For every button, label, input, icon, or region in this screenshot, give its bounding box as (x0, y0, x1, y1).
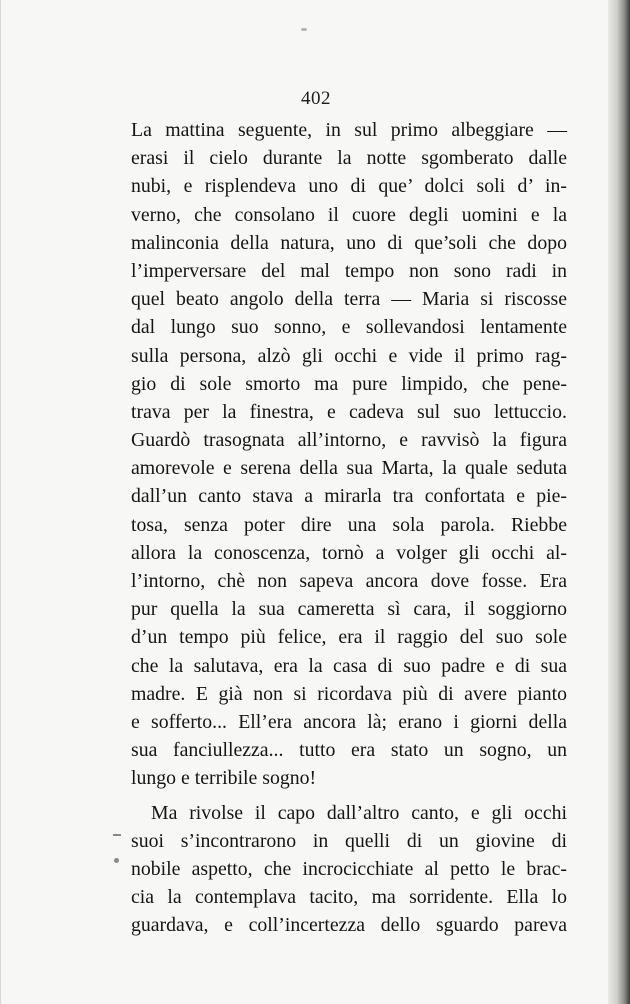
text-line: allora la conoscenza, tornò a volger gli occhi al- (131, 541, 567, 564)
text-line: suoi s’incontrarono in quelli di un giovine di (131, 829, 567, 852)
text-line: verno, che consolano il cuore degli uomini e la (131, 203, 567, 226)
text-line: madre. E già non si ricordava più di avere pianto (131, 682, 567, 705)
text-line: guardava, e coll’incertezza dello sguardo pareva (131, 914, 567, 937)
text-line: amorevole e serena della sua Marta, la quale seduta (131, 457, 567, 480)
text-line: tosa, senza poter dire una sola parola. Riebbe (131, 513, 567, 536)
text-line: l’imperversare del mal tempo non sono radi in (131, 259, 567, 282)
text-line: La mattina seguente, in sul primo albeggiare — (131, 119, 567, 141)
text-line: quel beato angolo della terra — Maria si riscosse (131, 288, 567, 311)
text-line: cia la contemplava tacito, ma sorridente. Ella lo (131, 886, 567, 909)
text-line: gio di sole smorto ma pure limpido, che pene- (131, 372, 567, 395)
margin-mark (113, 834, 121, 836)
text-line: malinconia della natura, uno di que’soli che dopo (131, 231, 567, 254)
text-line: lungo e terribile sogno! (131, 767, 317, 790)
text-line: sulla persona, alzò gli occhi e vide il primo rag- (131, 344, 567, 367)
text-line: trava per la finestra, e cadeva sul suo lettuccio. (131, 400, 567, 423)
text-line: l’intorno, chè non sapeva ancora dove fosse. Era (131, 570, 567, 592)
text-line: dal lungo suo sonno, e sollevandosi lentamente (131, 316, 567, 339)
text-line: sua fanciullezza... tutto era stato un sogno, un (131, 739, 567, 762)
page-number: 402 (301, 88, 331, 109)
text-line: e sofferto... Ell’era ancora là; erano i giorni della (131, 710, 567, 733)
text-line: pur quella la sua cameretta sì cara, il soggiorno (131, 598, 567, 621)
body-text (131, 116, 567, 939)
text-line: d’un tempo più felice, era il raggio del suo sole (131, 626, 567, 649)
text-line: dall’un canto stava a mirarla tra confortata e pie- (131, 485, 567, 508)
text-line: Guardò trasognata all’intorno, e ravvisò la figura (131, 429, 567, 452)
text-line: nobile aspetto, che incrocicchiate al petto le brac- (131, 857, 567, 880)
book-spine-shadow (608, 0, 630, 1004)
text-line: nubi, e risplendeva uno di que’ dolci soli d’ in- (131, 175, 567, 198)
text-line: Ma rivolse il capo dall’altro canto, e gli occhi (151, 801, 567, 824)
margin-dot (114, 858, 119, 863)
print-speck (301, 28, 307, 31)
text-line: erasi il cielo durante la notte sgomberato dalle (131, 147, 567, 170)
text-line: che la salutava, era la casa di suo padre e di sua (131, 654, 567, 677)
